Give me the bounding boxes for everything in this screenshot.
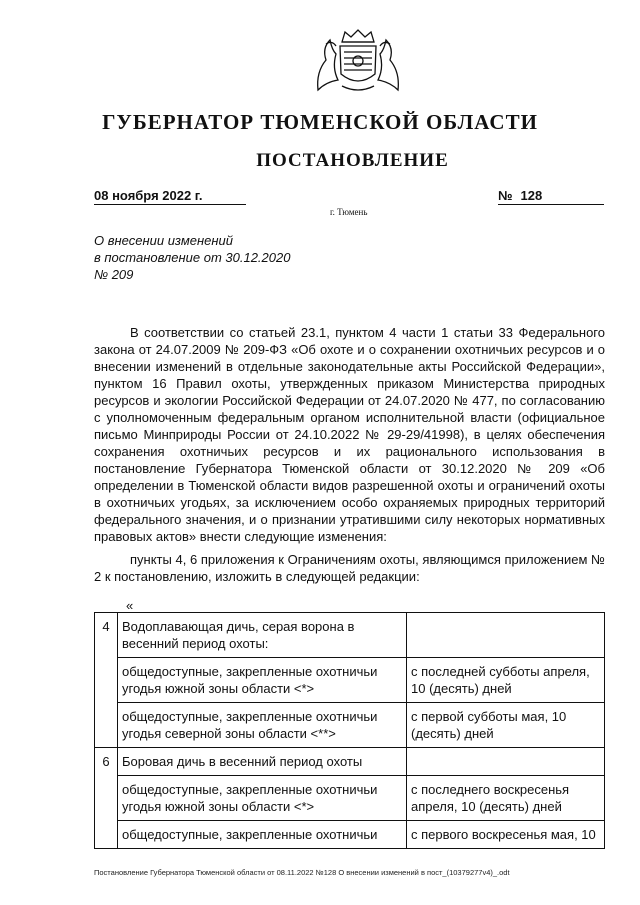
hunting-area: общедоступные, закрепленные охотничьи угодья южной зоны области <*> xyxy=(118,658,407,703)
table-row xyxy=(95,703,605,748)
document-number-field xyxy=(498,188,604,205)
document-type-title: ПОСТАНОВЛЕНИЕ xyxy=(256,150,449,171)
hunting-period: с первой субботы мая, 10 (десять) дней xyxy=(407,703,605,748)
table-row xyxy=(95,748,605,776)
hunting-period: с первого воскресенья мая, 10 xyxy=(407,821,605,849)
subject-block xyxy=(94,232,394,283)
row-title: Боровая дичь в весенний период охоты xyxy=(118,748,407,776)
subject-line-1: О внесении изменений xyxy=(94,233,233,248)
body-text xyxy=(94,324,605,585)
document-date: 08 ноября 2022 г. xyxy=(94,188,246,205)
hunting-periods-table xyxy=(94,612,605,849)
hunting-period: с последнего воскресенья апреля, 10 (десять) дней xyxy=(407,776,605,821)
document-number: 128 xyxy=(520,188,543,203)
row-period-empty xyxy=(407,748,605,776)
body-paragraph-1: В соответствии со статьей 23.1, пунктом 4 части 1 статьи 33 Федерального закона от 24.07.2009 № 209-ФЗ «Об охоте и о сохранении охотничьих ресурсов и о внесении изменений в отдельные законодательные акты Российской Федерации», пунктом 16 Правил охоты, утвержденных приказом Министерства природных ресурсов и экологии Российской Федерации от 24.07.2020 № 477, по согласованию с уполномоченным федеральным органом исполнительной власти (официальное письмо Минприроды России от 24.10.2022 № 29-29/41998), в целях обеспечения сохранения охотничьих ресурсов и их рационального использования в постановление Губернатора Тюменской области от 30.12.2020 № 209 «Об определении в Тюменской области видов разрешенной охоты и ограничений охоты в охотничьих угодьях, за исключением особо охраняемых природных территорий федерального значения, и о признании утратившими силу некоторых нормативных правовых актов» внести следующие изменения: xyxy=(94,325,605,544)
body-paragraph-2: пункты 4, 6 приложения к Ограничениям охоты, являющимся приложением № 2 к постановлению, изложить в следующей редакции: xyxy=(94,552,605,584)
subject-line-3: № 209 xyxy=(94,267,134,282)
hunting-area: общедоступные, закрепленные охотничьи угодья южной зоны области <*> xyxy=(118,776,407,821)
row-title: Водоплавающая дичь, серая ворона в весенний период охоты: xyxy=(118,613,407,658)
subject-line-2: в постановление от 30.12.2020 xyxy=(94,250,291,265)
table-row xyxy=(95,776,605,821)
city-label: г. Тюмень xyxy=(330,207,368,217)
hunting-area: общедоступные, закрепленные охотничьи xyxy=(118,821,407,849)
row-number: 4 xyxy=(95,613,118,748)
table-row xyxy=(95,821,605,849)
table-row xyxy=(95,613,605,658)
opening-quote: « xyxy=(126,598,134,613)
hunting-period: с последней субботы апреля, 10 (десять) дней xyxy=(407,658,605,703)
page-footer: Постановление Губернатора Тюменской области от 08.11.2022 №128 О внесении изменений в пост_(10379277v4)_.odt xyxy=(94,868,510,877)
table-row xyxy=(95,658,605,703)
row-period-empty xyxy=(407,613,605,658)
hunting-area: общедоступные, закрепленные охотничьи угодья северной зоны области <**> xyxy=(118,703,407,748)
number-sign: № xyxy=(498,188,513,203)
organization-title: ГУБЕРНАТОР ТЮМЕНСКОЙ ОБЛАСТИ xyxy=(102,110,538,134)
coat-of-arms-icon xyxy=(312,28,404,96)
row-number: 6 xyxy=(95,748,118,849)
